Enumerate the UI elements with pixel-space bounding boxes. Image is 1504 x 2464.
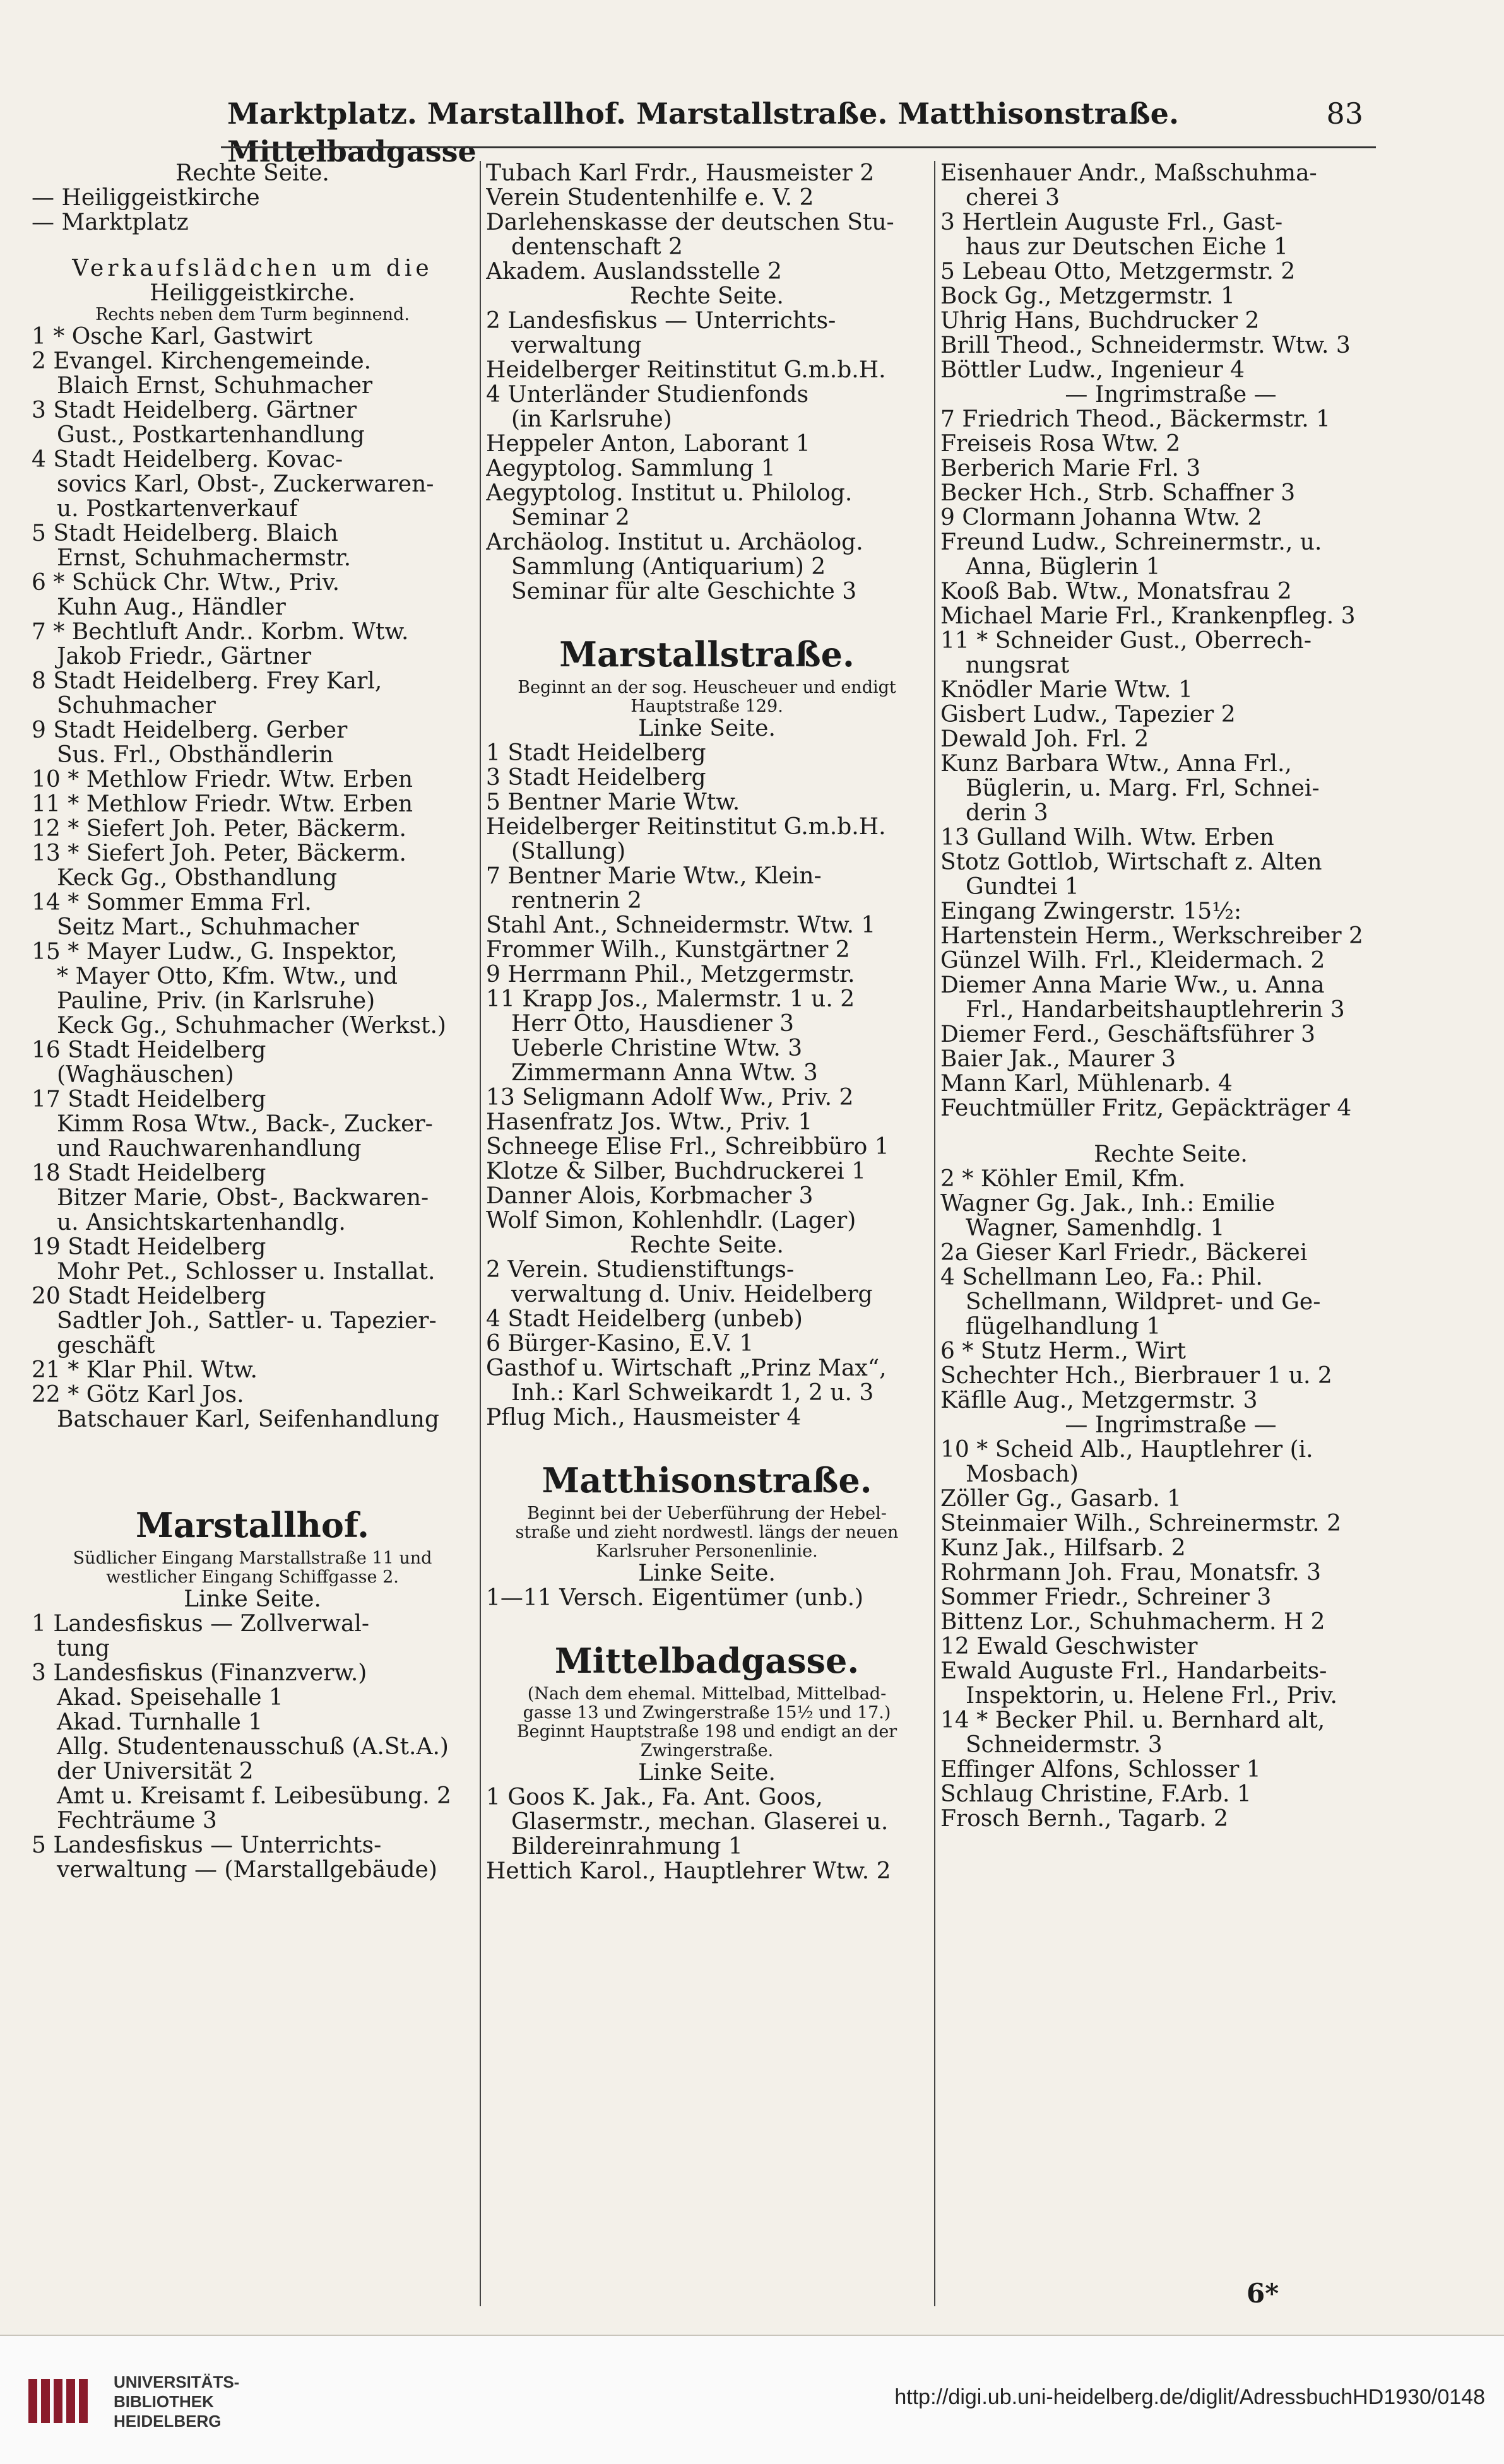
directory-line: dentenschaft 2 — [511, 234, 683, 260]
directory-line: — Marktplatz — [32, 210, 189, 235]
directory-line: flügelhandlung 1 — [966, 1314, 1161, 1340]
directory-line: derin 3 — [966, 800, 1048, 826]
directory-line: Darlehenskasse der deutschen Stu- — [486, 210, 894, 235]
library-name-line: UNIVERSITÄTS- — [114, 2373, 240, 2391]
directory-line: Rohrmann Joh. Frau, Monatsfr. 3 — [940, 1560, 1321, 1585]
page-number: 83 — [1326, 97, 1363, 131]
directory-line: Beginnt bei der Ueberführung der Hebel- — [527, 1504, 887, 1523]
directory-line: 3 Landesfiskus (Finanzverw.) — [32, 1661, 367, 1685]
directory-line: Tubach Karl Frdr., Hausmeister 2 — [486, 161, 875, 186]
directory-line: Rechte Seite. — [630, 283, 784, 309]
directory-line: verwaltung d. Univ. Heidelberg — [511, 1282, 873, 1307]
directory-line: 22 * Götz Karl Jos. — [32, 1382, 244, 1407]
directory-line: 18 Stadt Heidelberg — [32, 1161, 266, 1186]
column-3 — [940, 161, 1401, 2306]
column-1 — [32, 161, 473, 2306]
directory-line: Sadtler Joh., Sattler- u. Tapezier- — [57, 1308, 437, 1334]
directory-line: Karlsruher Personenlinie. — [596, 1541, 818, 1561]
directory-line: Heppeler Anton, Laborant 1 — [486, 432, 810, 456]
directory-line: Kunz Barbara Wtw., Anna Frl., — [940, 752, 1292, 776]
directory-line: Südlicher Eingang Marstallstraße 11 und — [73, 1548, 432, 1568]
directory-line: Schneidermstr. 3 — [966, 1732, 1163, 1758]
directory-line: Effinger Alfons, Schlosser 1 — [940, 1757, 1261, 1782]
directory-line: Aegyptolog. Institut u. Philolog. — [486, 481, 853, 505]
directory-line: Sammlung (Antiquarium) 2 — [511, 554, 826, 580]
directory-line: 6 * Schück Chr. Wtw., Priv. — [32, 570, 340, 595]
directory-line: Linke Seite. — [184, 1586, 321, 1612]
directory-line: Rechts neben dem Turm beginnend. — [95, 305, 410, 324]
directory-line: 13 * Siefert Joh. Peter, Bäckerm. — [32, 841, 406, 866]
directory-line: 4 Unterländer Studienfonds — [486, 382, 809, 407]
directory-line: Bittenz Lor., Schuhmacherm. H 2 — [940, 1610, 1325, 1634]
directory-line: 13 Seligmann Adolf Ww., Priv. 2 — [486, 1085, 854, 1110]
directory-line: — Ingrimstraße — — [1065, 1412, 1277, 1438]
directory-line: Zwingerstraße. — [640, 1741, 774, 1760]
directory-line: Stahl Ant., Schneidermstr. Wtw. 1 — [486, 913, 876, 938]
directory-line: Keck Gg., Obsthandlung — [57, 865, 338, 891]
directory-line: Gundtei 1 — [966, 874, 1079, 900]
directory-line: 12 Ewald Geschwister — [940, 1634, 1198, 1659]
directory-line: Akad. Turnhalle 1 — [57, 1709, 263, 1735]
footer — [0, 2335, 1504, 2464]
directory-line: Wagner Gg. Jak., Inh.: Emilie — [940, 1191, 1276, 1216]
directory-line: Ueberle Christine Wtw. 3 — [511, 1035, 803, 1061]
directory-line: Batschauer Karl, Seifenhandlung — [57, 1406, 439, 1432]
directory-line: Schuhmacher — [57, 693, 216, 719]
directory-line: verwaltung — [511, 333, 642, 358]
directory-line: Bock Gg., Metzgermstr. 1 — [940, 284, 1235, 309]
directory-line: Brill Theod., Schneidermstr. Wtw. 3 — [940, 333, 1351, 358]
directory-line: Klotze & Silber, Buchdruckerei 1 — [486, 1159, 867, 1184]
directory-line: Herr Otto, Hausdiener 3 — [511, 1011, 794, 1037]
directory-line: 2 Landesfiskus — Unterrichts- — [486, 309, 836, 333]
directory-line: Seminar 2 — [511, 505, 630, 531]
directory-line: 11 * Schneider Gust., Oberrech- — [940, 628, 1312, 653]
directory-line: 2 Verein. Studienstiftungs- — [486, 1258, 795, 1282]
directory-line: (in Karlsruhe) — [511, 406, 672, 432]
directory-line: Böttler Ludw., Ingenieur 4 — [940, 358, 1245, 382]
directory-line: Hettich Karol., Hauptlehrer Wtw. 2 — [486, 1859, 891, 1883]
directory-line: Archäolog. Institut u. Archäolog. — [486, 530, 863, 555]
directory-line: 15 * Mayer Ludw., G. Inspektor, — [32, 940, 398, 964]
directory-line: Allg. Studentenausschuß (A.St.A.) — [57, 1734, 449, 1760]
directory-line: Freund Ludw., Schreinermstr., u. — [940, 530, 1322, 555]
library-logo-icon — [25, 2373, 101, 2429]
column-divider — [480, 161, 481, 2306]
spacer — [486, 604, 928, 625]
signature-mark: 6* — [1246, 2278, 1279, 2309]
directory-line: 5 Lebeau Otto, Metzgermstr. 2 — [940, 259, 1296, 284]
library-name — [114, 2373, 239, 2431]
directory-line: Bildereinrahmung 1 — [511, 1834, 743, 1860]
directory-line: Knödler Marie Wtw. 1 — [940, 678, 1193, 702]
directory-line: Pauline, Priv. (in Karlsruhe) — [57, 988, 376, 1014]
directory-line: gasse 13 und Zwingerstraße 15½ und 17.) — [523, 1703, 891, 1723]
directory-line: Linke Seite. — [638, 716, 776, 741]
header-rule — [221, 146, 1376, 148]
running-title: Marktplatz. Marstallhof. Marstallstraße. Matthisonstraße. Mittelbadgasse — [227, 97, 1179, 168]
directory-line: Kooß Bab. Wtw., Monatsfrau 2 — [940, 579, 1292, 604]
directory-line: (Waghäuschen) — [57, 1062, 234, 1088]
directory-line: 2 Evangel. Kirchengemeinde. — [32, 349, 372, 374]
section-heading: Matthisonstraße. — [542, 1460, 872, 1500]
directory-line: Käflle Aug., Metzgermstr. 3 — [940, 1388, 1258, 1413]
directory-line: und Rauchwarenhandlung — [57, 1136, 362, 1162]
footer-rule — [0, 2335, 1504, 2336]
library-name-line: BIBLIOTHEK — [114, 2392, 214, 2411]
directory-line: tung — [57, 1636, 110, 1661]
directory-line: 5 Bentner Marie Wtw. — [486, 790, 740, 815]
directory-line: Beginnt Hauptstraße 198 und endigt an der — [516, 1722, 897, 1742]
directory-line: * Mayer Otto, Kfm. Wtw., und — [57, 964, 398, 989]
directory-line: Pflug Mich., Hausmeister 4 — [486, 1405, 802, 1430]
directory-line: u. Ansichtskartenhandlg. — [57, 1210, 346, 1235]
directory-line: westlicher Eingang Schiffgasse 2. — [106, 1567, 399, 1587]
directory-line: Seitz Mart., Schuhmacher — [57, 914, 359, 940]
directory-line: Bitzer Marie, Obst-, Backwaren- — [57, 1185, 429, 1211]
directory-line: Frl., Handarbeitshauptlehrerin 3 — [966, 997, 1345, 1023]
directory-line: 1 * Osche Karl, Gastwirt — [32, 324, 313, 349]
directory-line: 1 Stadt Heidelberg — [486, 741, 706, 765]
directory-line: Danner Alois, Korbmacher 3 — [486, 1184, 814, 1208]
spacer — [940, 1121, 1401, 1142]
directory-line: Diemer Anna Marie Ww., u. Anna — [940, 973, 1325, 998]
directory-line: Beginnt an der sog. Heuscheuer und endigt — [518, 678, 896, 697]
directory-line: Diemer Ferd., Geschäftsführer 3 — [940, 1022, 1316, 1047]
directory-line: Verein Studentenhilfe e. V. 2 — [486, 186, 814, 210]
directory-line: Mohr Pet., Schlosser u. Installat. — [57, 1259, 435, 1285]
directory-line: straße und zieht nordwestl. längs der neuen — [515, 1523, 899, 1542]
directory-line: Amt u. Kreisamt f. Leibesübung. 2 — [57, 1783, 451, 1809]
directory-line: Sus. Frl., Obsthändlerin — [57, 742, 334, 768]
directory-line: Heiliggeistkirche. — [150, 280, 355, 306]
directory-line: cherei 3 — [966, 185, 1060, 211]
directory-line: 21 * Klar Phil. Wtw. — [32, 1358, 258, 1382]
directory-line: Gasthof u. Wirtschaft „Prinz Max“, — [486, 1356, 887, 1381]
directory-line: u. Postkartenverkauf — [57, 496, 298, 522]
section-heading: Mittelbadgasse. — [554, 1641, 860, 1681]
directory-line: Schlaug Christine, F.Arb. 1 — [940, 1782, 1252, 1807]
directory-line: 11 * Methlow Friedr. Wtw. Erben — [32, 792, 413, 816]
directory-line: 3 Stadt Heidelberg. Gärtner — [32, 398, 357, 423]
directory-line: Zöller Gg., Gasarb. 1 — [940, 1487, 1182, 1511]
directory-line: 2 * Köhler Emil, Kfm. — [940, 1167, 1186, 1191]
directory-line: 1—11 Versch. Eigentümer (unb.) — [486, 1586, 864, 1610]
directory-line: Inh.: Karl Schweikardt 1, 2 u. 3 — [511, 1380, 874, 1406]
directory-line: Steinmaier Wilh., Schreinermstr. 2 — [940, 1511, 1341, 1536]
directory-line: Glasermstr., mechan. Glaserei u. — [511, 1809, 889, 1835]
directory-line: Schneege Elise Frl., Schreibbüro 1 — [486, 1135, 889, 1159]
directory-line: 10 * Methlow Friedr. Wtw. Erben — [32, 767, 413, 792]
spacer — [32, 1432, 473, 1453]
directory-line: 3 Stadt Heidelberg — [486, 765, 706, 790]
directory-line: Gust., Postkartenhandlung — [57, 422, 365, 448]
directory-line: 20 Stadt Heidelberg — [32, 1284, 266, 1309]
directory-line: 1 Goos K. Jak., Fa. Ant. Goos, — [486, 1785, 823, 1810]
directory-line: 16 Stadt Heidelberg — [32, 1038, 266, 1063]
directory-line: (Nach dem ehemal. Mittelbad, Mittelbad- — [527, 1684, 887, 1704]
directory-line: 9 Herrmann Phil., Metzgermstr. — [486, 962, 855, 987]
directory-line: (Stallung) — [511, 839, 626, 864]
directory-line: Ernst, Schuhmachermstr. — [57, 545, 352, 571]
directory-line: 9 Clormann Johanna Wtw. 2 — [940, 505, 1262, 530]
directory-line: Keck Gg., Schuhmacher (Werkst.) — [57, 1013, 446, 1039]
directory-line: rentnerin 2 — [511, 888, 642, 914]
directory-line: 19 Stadt Heidelberg — [32, 1235, 266, 1259]
directory-line: Heidelberger Reitinstitut G.m.b.H. — [486, 815, 886, 839]
directory-line: Rechte Seite. — [630, 1232, 784, 1258]
directory-line: Inspektorin, u. Helene Frl., Priv. — [966, 1683, 1337, 1709]
spacer — [486, 1610, 928, 1632]
directory-line: Hauptstraße 129. — [631, 697, 783, 716]
directory-line: Becker Hch., Strb. Schaffner 3 — [940, 481, 1296, 505]
directory-line: Sommer Friedr., Schreiner 3 — [940, 1585, 1272, 1610]
directory-line: 6 * Stutz Herm., Wirt — [940, 1339, 1186, 1364]
directory-line: 4 Stadt Heidelberg. Kovac- — [32, 447, 343, 472]
section-heading: Marstallstraße. — [559, 634, 855, 675]
directory-line: 14 * Becker Phil. u. Bernhard alt, — [940, 1708, 1325, 1733]
directory-line: Stotz Gottlob, Wirtschaft z. Alten — [940, 850, 1322, 875]
directory-line: Baier Jak., Maurer 3 — [940, 1047, 1176, 1071]
directory-line: 5 Landesfiskus — Unterrichts- — [32, 1833, 382, 1858]
directory-line: 11 Krapp Jos., Malermstr. 1 u. 2 — [486, 987, 855, 1011]
directory-line: Rechte Seite. — [1094, 1141, 1248, 1167]
directory-line: Blaich Ernst, Schuhmacher — [57, 373, 373, 399]
directory-line: Heidelberger Reitinstitut G.m.b.H. — [486, 358, 886, 382]
directory-line: 6 Bürger-Kasino, E.V. 1 — [486, 1331, 754, 1356]
spacer — [486, 1430, 928, 1451]
column-2 — [486, 161, 928, 2306]
directory-line: Hartenstein Herm., Werkschreiber 2 — [940, 924, 1363, 948]
directory-line: Mann Karl, Mühlenarb. 4 — [940, 1071, 1233, 1096]
directory-line: Seminar für alte Geschichte 3 — [511, 579, 857, 604]
directory-line: Anna, Büglerin 1 — [966, 554, 1161, 580]
section-heading: Marstallhof. — [136, 1505, 369, 1545]
directory-line: 7 Friedrich Theod., Bäckermstr. 1 — [940, 407, 1330, 432]
directory-line: 7 * Bechtluft Andr.. Korbm. Wtw. — [32, 620, 409, 644]
directory-line: Wagner, Samenhdlg. 1 — [966, 1215, 1225, 1241]
spacer — [32, 1453, 473, 1475]
directory-line: geschäft — [57, 1333, 155, 1359]
directory-line: 4 Schellmann Leo, Fa.: Phil. — [940, 1265, 1263, 1290]
directory-line: 12 * Siefert Joh. Peter, Bäckerm. — [32, 816, 406, 841]
directory-line: — Ingrimstraße — — [1065, 382, 1277, 408]
directory-line: Feuchtmüller Fritz, Gepäckträger 4 — [940, 1096, 1352, 1121]
directory-line: Linke Seite. — [638, 1560, 776, 1586]
directory-line: Hasenfratz Jos. Wtw., Priv. 1 — [486, 1110, 813, 1135]
spacer — [32, 1475, 473, 1496]
directory-line: Büglerin, u. Marg. Frl, Schnei- — [966, 775, 1320, 801]
directory-line: Fechträume 3 — [57, 1808, 217, 1834]
directory-line: nungsrat — [966, 652, 1070, 678]
directory-line: Schellmann, Wildpret- und Ge- — [966, 1289, 1321, 1315]
page-header — [227, 95, 1363, 170]
directory-line: Wolf Simon, Kohlenhdlr. (Lager) — [486, 1208, 856, 1233]
directory-line: 8 Stadt Heidelberg. Frey Karl, — [32, 669, 382, 693]
directory-line: 2a Gieser Karl Friedr., Bäckerei — [940, 1241, 1308, 1265]
directory-line: 13 Gulland Wilh. Wtw. Erben — [940, 825, 1274, 850]
directory-line: Frommer Wilh., Kunstgärtner 2 — [486, 938, 850, 962]
directory-line: Verkaufslädchen um die — [72, 256, 433, 281]
directory-line: Aegyptolog. Sammlung 1 — [486, 456, 776, 481]
directory-line: Rechte Seite. — [175, 161, 329, 186]
directory-line: Schechter Hch., Bierbrauer 1 u. 2 — [940, 1364, 1332, 1388]
directory-line: der Universität 2 — [57, 1759, 254, 1784]
directory-line: Dewald Joh. Frl. 2 — [940, 727, 1149, 752]
directory-line: — Heiliggeistkirche — [32, 186, 260, 210]
directory-line: Zimmermann Anna Wtw. 3 — [511, 1060, 818, 1086]
directory-line: 9 Stadt Heidelberg. Gerber — [32, 718, 348, 743]
directory-line: Ewald Auguste Frl., Handarbeits- — [940, 1659, 1327, 1683]
spacer — [32, 235, 473, 256]
directory-line: Akadem. Auslandsstelle 2 — [486, 259, 782, 284]
column-divider — [934, 161, 935, 2306]
library-name-line: HEIDELBERG — [114, 2412, 222, 2431]
directory-line: Kunz Jak., Hilfsarb. 2 — [940, 1536, 1186, 1560]
directory-line: Akad. Speisehalle 1 — [57, 1685, 283, 1711]
directory-line: Eingang Zwingerstr. 15½: — [940, 899, 1242, 924]
directory-line: Kuhn Aug., Händler — [57, 594, 286, 620]
directory-line: 10 * Scheid Alb., Hauptlehrer (i. — [940, 1437, 1313, 1462]
directory-line: 7 Bentner Marie Wtw., Klein- — [486, 864, 822, 888]
directory-line: sovics Karl, Obst-, Zuckerwaren- — [57, 471, 434, 497]
source-url[interactable]: http://digi.ub.uni-heidelberg.de/diglit/AdressbuchHD1930/0148 — [894, 2385, 1485, 2409]
directory-line: verwaltung — (Marstallgebäude) — [57, 1857, 437, 1883]
directory-line: haus zur Deutschen Eiche 1 — [966, 234, 1288, 260]
directory-line: 3 Hertlein Auguste Frl., Gast- — [940, 210, 1283, 235]
directory-line: Kimm Rosa Wtw., Back-, Zucker- — [57, 1111, 433, 1137]
directory-line: Jakob Friedr., Gärtner — [57, 644, 312, 669]
directory-line: Günzel Wilh. Frl., Kleidermach. 2 — [940, 948, 1325, 973]
directory-line: Gisbert Ludw., Tapezier 2 — [940, 702, 1236, 727]
directory-line: Michael Marie Frl., Krankenpfleg. 3 — [940, 604, 1356, 628]
directory-line: 14 * Sommer Emma Frl. — [32, 890, 312, 915]
directory-line: 1 Landesfiskus — Zollverwal- — [32, 1612, 370, 1636]
directory-line: 5 Stadt Heidelberg. Blaich — [32, 521, 338, 546]
directory-line: Linke Seite. — [638, 1760, 776, 1786]
directory-line: Eisenhauer Andr., Maßschuhma- — [940, 161, 1317, 186]
directory-line: 4 Stadt Heidelberg (unbeb) — [486, 1307, 803, 1331]
directory-line: Freiseis Rosa Wtw. 2 — [940, 432, 1181, 456]
directory-line: Frosch Bernh., Tagarb. 2 — [940, 1807, 1229, 1831]
directory-line: Berberich Marie Frl. 3 — [940, 456, 1201, 481]
directory-line: Uhrig Hans, Buchdrucker 2 — [940, 309, 1260, 333]
directory-line: Mosbach) — [966, 1461, 1079, 1487]
directory-line: 17 Stadt Heidelberg — [32, 1087, 266, 1112]
